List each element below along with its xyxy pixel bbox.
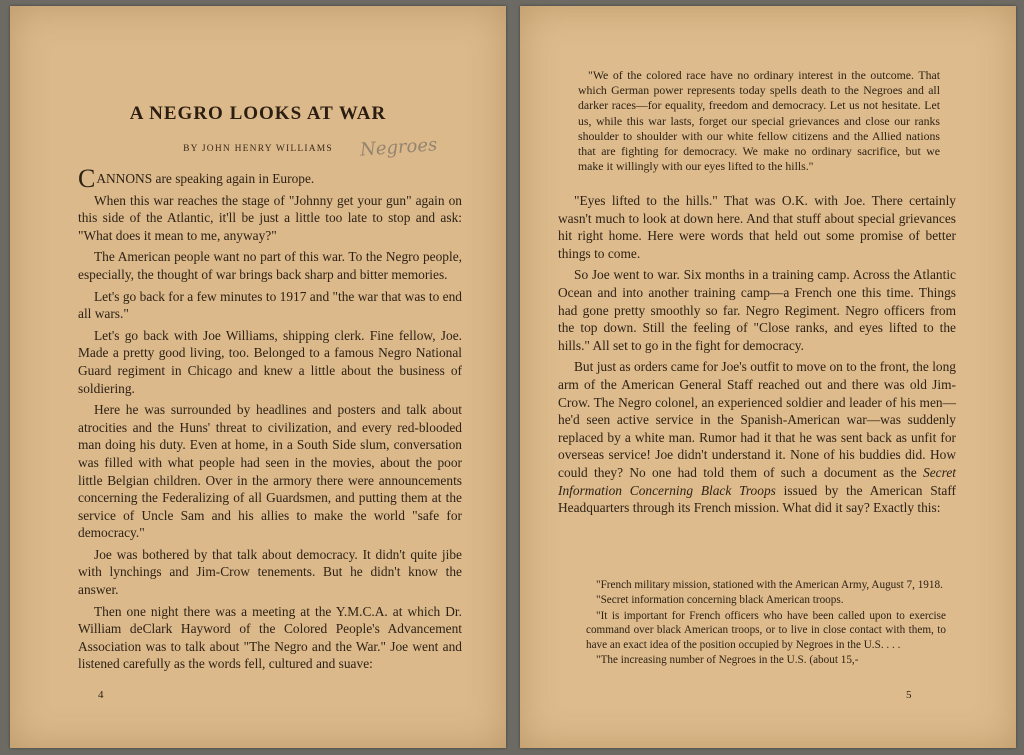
document-excerpt	[586, 578, 946, 668]
paragraph	[558, 358, 956, 516]
quote-text: "We of the colored race have no ordinary interest in the outcome. That which German power represents today spells death to the Negroes and all darker races—for equality, freedom and democracy. Let us not hesitate. Let us, while this war lasts, forget our special grievances and close our ranks shoulder to shoulder with our white fellow citizens and the Allied nations that are fighting for democracy. We make no ordinary sacrifice, but we make it willingly with our eyes lifted to the hills."	[578, 68, 940, 174]
paragraph-text: issued by the American Staff Headquarters through its French mission. What did it say? Exactly this:	[558, 482, 956, 516]
paragraph: Joe was bothered by that talk about democracy. It didn't quite jibe with lynchings and Jim-Crow tenements. But he didn't know the answer.	[78, 546, 462, 598]
page-number: 4	[98, 689, 104, 701]
excerpt-line: "It is important for French officers who have been called upon to exercise command over black American troops, or to live in close contact with them, to have an exact idea of the position occupied by Negroes in the U.S. . . .	[586, 609, 946, 651]
drop-cap: C	[78, 164, 96, 193]
excerpt-line: "Secret information concerning black American troops.	[596, 594, 844, 607]
page-number: 5	[906, 689, 912, 701]
right-page	[520, 6, 1016, 748]
paragraph: Here he was surrounded by headlines and posters and talk about atrocities and the Huns' threat to civilization, and every red-blooded man doing his duty. Even at home, in a South Side slum, conversation was filled with what people had seen in the movies, about the poor little Belgian children. Over in the armory there were announcements concerning the Federalizing of all Guardsmen, and putting them at the service of Uncle Sam and his allies to make the world "safe for democracy."	[78, 402, 462, 541]
left-page	[10, 6, 506, 748]
right-body-text	[558, 192, 956, 521]
document-title: Secret Information Concerning Black Troops	[558, 464, 956, 498]
paragraph: Let's go back for a few minutes to 1917 and "the war that was to end all wars."	[78, 288, 462, 322]
paragraph-text: are speaking again in Europe.	[152, 171, 315, 186]
excerpt-line: "The increasing number of Negroes in the U.S. (about 15,-	[596, 654, 859, 667]
author-byline: BY JOHN HENRY WILLIAMS	[183, 144, 333, 154]
excerpt-line: "French military mission, stationed with the American Army, August 7, 1918.	[596, 579, 943, 591]
paragraph: When this war reaches the stage of "Johnny get your gun" again on this side of the Atlantic, it'll be just a little too late to stop and ask: "What does it mean to me, anyway?"	[78, 192, 462, 243]
handwritten-note: Negroes	[359, 134, 438, 161]
block-quote	[578, 68, 940, 174]
first-word: ANNONS	[96, 171, 153, 186]
paragraph: Then one night there was a meeting at the Y.M.C.A. at which Dr. William deClark Hayword of the Colored People's Advancement Association was to talk about "The Negro and the War." Joe went and listened carefully as the words fell, cultured and suave:	[78, 603, 462, 672]
left-body-text	[78, 164, 462, 677]
paragraph	[78, 164, 462, 193]
article-title: A NEGRO LOOKS AT WAR	[129, 103, 387, 124]
paragraph: "Eyes lifted to the hills." That was O.K. with Joe. There certainly wasn't much to look at down here. And that stuff about special grievances hit right home. Here were words that held out some promise of better things to come.	[558, 193, 956, 261]
paragraph: Let's go back with Joe Williams, shipping clerk. Fine fellow, Joe. Made a pretty good living, too. Belonged to a famous Negro National Guard regiment in Chicago and knew a little about the business of soldiering.	[78, 327, 462, 396]
paragraph: So Joe went to war. Six months in a training camp. Across the Atlantic Ocean and into another training camp—a French one this time. Things had gone pretty smoothly so far. Negro Regiment. Negro officers from the top down. Still the feeling of "Close ranks, and eyes lifted to the hills." All set to go in the fight for democracy.	[558, 267, 956, 353]
paragraph-text: But just as orders came for Joe's outfit to move on to the front, the long arm of the American General Staff reached out and there was old Jim-Crow. The Negro colonel, an experienced soldier and leader of his men—he'd seen active service in the Spanish-American war—was suddenly replaced by a white man. Rumor had it that he was sent back as unfit for overseas service! Joe didn't understand it. None of his buddies did. How could they? No one had told them of such a document as the	[558, 359, 956, 480]
paragraph: The American people want no part of this war. To the Negro people, especially, the thought of war brings back sharp and bitter memories.	[78, 249, 462, 282]
